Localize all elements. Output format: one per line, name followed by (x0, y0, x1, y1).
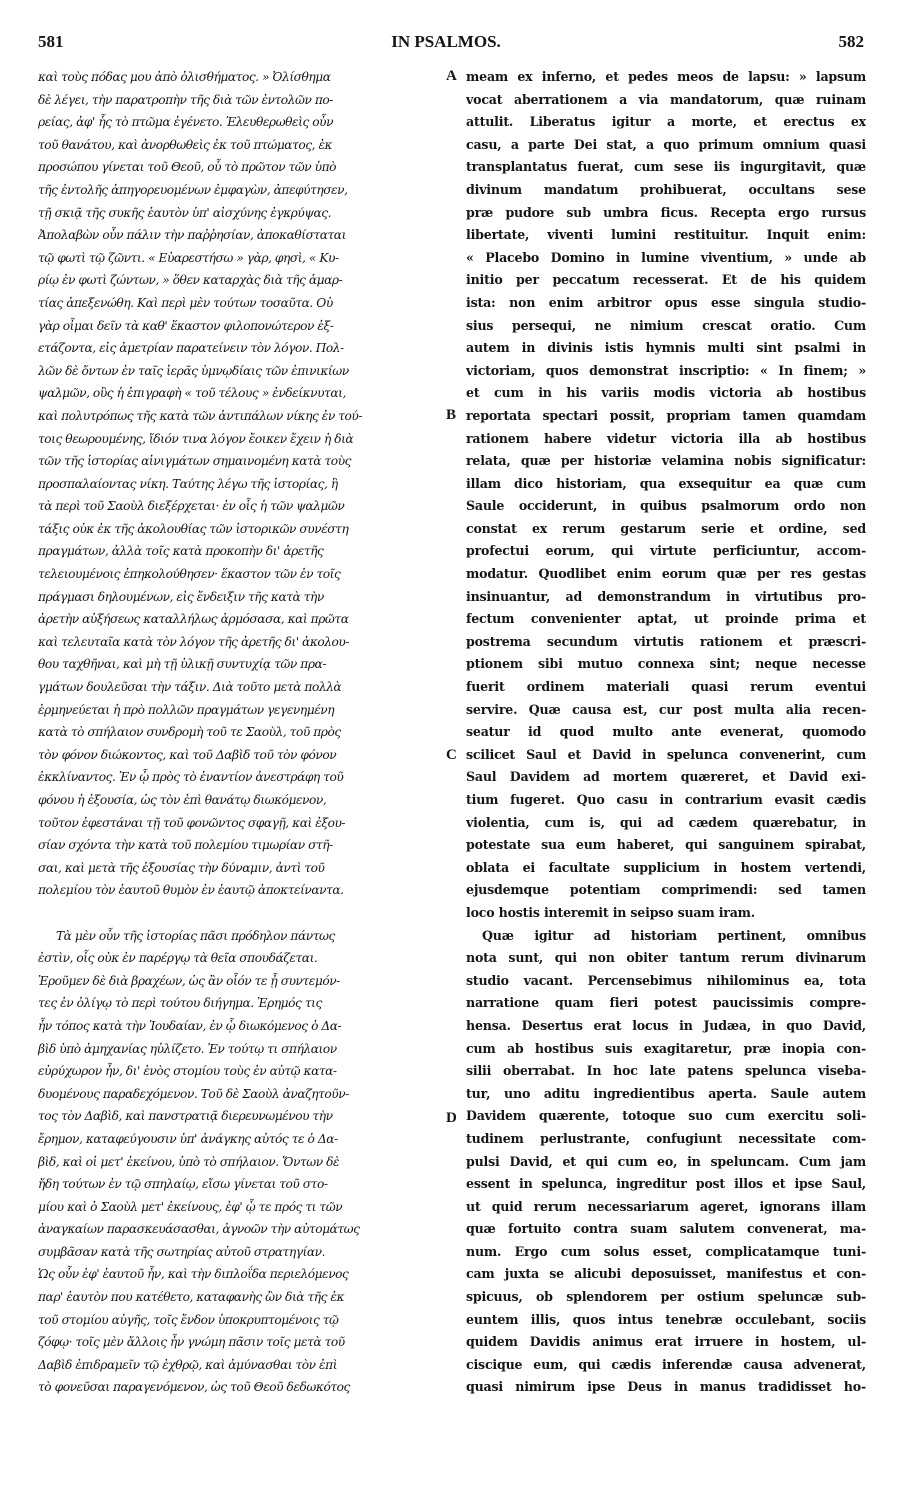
latin-line: libertate, viventi lumini restituitur. Inquit enim: (466, 227, 866, 243)
greek-line: τῶν τῆς ἱστορίας αἰνιγμάτων σημαινομένη κατὰ τοὺς (38, 454, 352, 469)
greek-line: προσώπου γίνεται τοῦ Θεοῦ, οὗ τὸ πρῶτον τῶν ὑπὸ (38, 160, 337, 175)
latin-line: præ pudore sub umbra ficus. Recepta ergo rursus (466, 204, 866, 220)
latin-line: servire. Quæ causa est, cur post multa alia recen- (466, 701, 866, 717)
latin-line: Quæ igitur ad historiam pertinent, omnibus (482, 927, 866, 943)
greek-line: γὰρ οἶμαι δεῖν τὰ καθ' ἕκαστον φιλοπονώτερον ἐξ- (38, 318, 334, 333)
latin-line: violentia, cum is, qui ad cædem quærebatur, in (466, 814, 866, 830)
greek-line: καὶ τοὺς πόδας μου ἀπὸ ὀλισθήματος. » Ὀλίσθημα (38, 70, 331, 84)
latin-line: essent in spelunca, ingreditur post illos et ipse Saul, (466, 1176, 866, 1192)
latin-line: studio vacant. Percensebimus nihilominus ea, tota (466, 972, 866, 988)
latin-line: victoriam, quos demonstrat inscriptio: « In finem; » (466, 362, 866, 378)
latin-line: constat ex rerum gestarum serie et ordine, sed (466, 520, 866, 536)
latin-line: quæ fortuito contra suam salutem convenerat, ma- (466, 1221, 866, 1237)
greek-line: τοῦ θανάτου, καὶ ἀνορθωθεὶς ἐκ τοῦ πτώματος, ἐκ (38, 137, 333, 152)
page-number-left: 581 (38, 32, 64, 51)
section-marker-d: D (446, 1110, 457, 1126)
greek-line: παρ' ἑαυτὸν που κατέθετο, καταφανὴς ὢν διὰ τῆς ἐκ (38, 1290, 345, 1305)
latin-line: nota sunt, qui non obiter tantum rerum divinarum (466, 950, 866, 966)
greek-line: σαι, καὶ μετὰ τῆς ἐξουσίας τὴν δύναμιν, ἀντὶ τοῦ (38, 860, 325, 875)
greek-text-column (38, 66, 436, 1399)
latin-line: cum ab hostibus suis exagitaretur, præ inopia con- (466, 1040, 866, 1056)
greek-line: ετάζοντα, εἰς ἀμετρίαν παρατείνειν τὸν λόγον. Πολ- (38, 341, 344, 356)
greek-line: ἐστὶν, οἷς οὐκ ἐν παρέργῳ τὰ θεῖα σπουδάζεται. (38, 951, 318, 966)
greek-line: λῶν δὲ ὄντων ἐν ταῖς ἱερᾶς ὑμνῳδίαις τῶν ἐπινικίων (38, 363, 349, 378)
latin-line: tudinem perlustrante, confugiunt necessitate com- (466, 1130, 866, 1146)
latin-line: cam juxta se alicubi deposuisset, manifestus et con- (466, 1266, 866, 1282)
latin-line: divinum mandatum prohibuerat, occultans sese (466, 181, 866, 197)
greek-line: μίου καὶ ὁ Σαοὺλ μετ' ἐκείνους, ἐφ' ᾧ τε πρός τι τῶν (38, 1199, 343, 1214)
latin-line: Saule occiderunt, in quibus psalmorum ordo non (466, 498, 866, 514)
latin-line: oblata ei facultate supplicium in hostem vertendi, (466, 859, 866, 875)
greek-line: καὶ πολυτρόπως τῆς κατὰ τῶν ἀντιπάλων νίκης ἐν τού- (38, 408, 363, 423)
latin-line: ciscique eum, qui cædis inferendæ causa advenerat, (466, 1356, 866, 1372)
latin-line: initio per peccatum recesserat. Et de his quidem (466, 272, 866, 288)
latin-line: reportata spectari possit, propriam tamen quamdam (466, 407, 866, 423)
latin-line: transplantatus fuerat, cum sese iis ingurgitavit, quæ (466, 159, 866, 175)
greek-line: πραγμάτων, ἀλλὰ τοῖς κατὰ προκοπὴν δι' ἀρετῆς (38, 544, 324, 559)
greek-line: τοῦ στομίου αὐγῆς, τοῖς ἔνδον ὑποκρυπτομένοις τῷ (38, 1312, 339, 1327)
greek-line: Τὰ μὲν οὖν τῆς ἱστορίας πᾶσι πρόδηλον πάντως (56, 928, 335, 943)
greek-line: εὐρύχωρον ἦν, δι' ἑνὸς στομίου τοὺς ἐν αὐτῷ κατα- (38, 1064, 337, 1079)
greek-line: γμάτων δουλεῦσαι τὴν τάξιν. Διὰ τοῦτο μετὰ πολλὰ (38, 680, 342, 695)
latin-line: et cum in his variis modis victoria ab hostibus (466, 385, 866, 401)
greek-line: ρίῳ ἐν φωτὶ ζώντων, » ὅθεν καταρχὰς διὰ τῆς ἁμαρ- (38, 273, 343, 288)
page-number-right: 582 (838, 32, 864, 51)
latin-line: rationem habere videtur victoria illa ab hostibus (466, 430, 866, 446)
greek-line: δὲ λέγει, τὴν παρατροπὴν τῆς διὰ τῶν ἐντολῶν πο- (38, 92, 333, 107)
latin-line: autem in divinis istis hymnis multi sint psalmi in (466, 340, 866, 356)
greek-line: κατὰ τὸ σπήλαιον συνδρομὴ τοῦ τε Σαοὺλ, τοῦ πρὸς (38, 725, 341, 740)
greek-line: προσπαλαίοντας νίκη. Ταύτης λέγω τῆς ἱστορίας, ἣ (38, 476, 338, 491)
greek-line: βὶδ, καὶ οἱ μετ' ἐκείνου, ὑπὸ τὸ σπήλαιον. Ὄντων δὲ (38, 1154, 340, 1169)
section-marker-b: B (446, 407, 457, 423)
latin-line: seatur id quod multo ante evenerat, quomodo (466, 724, 866, 740)
latin-line: casu, a parte Dei stat, a quo primum omnium quasi (466, 136, 866, 152)
greek-line: τὸ φονεῦσαι παραγενόμενον, ὡς τοῦ Θεοῦ δεδωκότος (38, 1380, 350, 1395)
latin-line: sius persequi, ne nimium crescat oratio. Cum (466, 317, 866, 333)
latin-line: modatur. Quodlibet enim eorum quæ per res gestas (466, 566, 866, 582)
greek-line: ἀναγκαίων παρασκευάσασθαι, ἀγνοῶν τὴν αὐτομάτως (38, 1222, 360, 1237)
latin-line: attulit. Liberatus igitur a morte, et erectus ex (466, 114, 866, 130)
latin-line: profectui eorum, qui virtute perficiuntur, accom- (466, 543, 866, 559)
latin-line: spicuus, ob splendorem per ostium speluncæ sub- (466, 1289, 866, 1305)
greek-line: φόνου ἡ ἐξουσία, ὡς τὸν ἐπὶ θανάτῳ διωκόμενον, (38, 793, 327, 807)
greek-line: ἀρετὴν αὐξήσεως καταλλήλως ἁρμόσασα, καὶ πρῶτα (38, 612, 349, 627)
greek-line: συμβᾶσαν κατὰ τῆς σωτηρίας αὐτοῦ στρατηγίαν. (38, 1244, 326, 1259)
section-marker-c: C (446, 747, 457, 763)
paragraph-gap (38, 902, 436, 925)
latin-line: meam ex inferno, et pedes meos de lapsu: » lapsum (466, 69, 866, 84)
latin-line: postrema secundum virtutis rationem et præscri- (466, 633, 866, 649)
greek-line: τῷ φωτὶ τῷ ζῶντι. « Εὐαρεστήσω » γὰρ, φησὶ, « Κυ- (38, 250, 339, 265)
greek-line: ἦν τόπος κατὰ τὴν Ἰουδαίαν, ἐν ᾧ διωκόμενος ὁ Δα- (38, 1018, 342, 1033)
latin-line: euntem illis, quos intus tenebræ occulebant, sociis (466, 1311, 866, 1327)
latin-line: quidem Davidis animus erat irruere in hostem, ul- (466, 1334, 866, 1350)
greek-line: τες ἐν ὀλίγῳ τὸ περὶ τούτου διήγημα. Ἐρημός τις (38, 996, 322, 1011)
latin-line: ejusdemque potentiam comprimendi: sed tamen (466, 882, 866, 898)
greek-line: ρείας, ἀφ' ἧς τὸ πτῶμα ἐγένετο. Ἐλευθερωθεὶς οὖν (38, 115, 334, 130)
latin-line: loco hostis interemit in seipso suam iram. (466, 904, 755, 920)
running-title: IN PSALMOS. (391, 32, 501, 51)
greek-line: τίας ἀπεξενώθη. Καὶ περὶ μὲν τούτων τοσαῦτα. Οὐ (38, 295, 333, 310)
greek-line: Ἐροῦμεν δὲ διὰ βραχέων, ὡς ἂν οἷόν τε ᾖ συντεμόν- (38, 973, 340, 988)
latin-line: quasi nimirum ipse Deus in manus tradidisset ho- (466, 1379, 866, 1395)
latin-line: fuerit ordinem materiali quasi rerum eventui (466, 679, 866, 695)
greek-line: ἤδη τούτων ἐν τῷ σπηλαίῳ, εἴσω γίνεται τοῦ στο- (38, 1177, 328, 1192)
latin-line: ut quid rerum necessariarum ageret, ignorans illam (466, 1198, 866, 1214)
greek-line: τὸν φόνον διώκοντος, καὶ τοῦ Δαβὶδ τοῦ τὸν φόνον (38, 747, 337, 762)
latin-line: num. Ergo cum solus esset, complicatamque tuni- (466, 1243, 866, 1259)
greek-line: Δαβὶδ ἐπιδραμεῖν τῷ ἐχθρῷ, καὶ ἀμύνασθαι τὸν ἐπὶ (38, 1357, 338, 1372)
greek-line: καὶ τελευταῖα κατὰ τὸν λόγον τῆς ἀρετῆς δι' ἀκολου- (38, 634, 350, 649)
greek-line: τῆς ἐντολῆς ἀπηγορευομένων ἐμφαγὼν, ἀπεφύτησεν, (38, 182, 348, 197)
latin-line: narratione quam fieri potest paucissimis compre- (466, 995, 866, 1011)
greek-line: Ὡς οὖν ἐφ' ἑαυτοῦ ἦν, καὶ τὴν διπλοΐδα περιελόμενος (38, 1267, 349, 1282)
latin-line: pulsi David, et qui cum eo, in speluncam. Cum jam (466, 1153, 866, 1169)
greek-line: τῇ σκιᾷ τῆς συκῆς ἑαυτὸν ὑπ' αἰσχύνης ἐγκρύψας. (38, 205, 332, 220)
greek-line: τος τὸν Δαβὶδ, καὶ πανστρατιᾷ διερευνωμένου τὴν (38, 1109, 333, 1124)
greek-line: ἔρημον, καταφεύγουσιν ὑπ' ἀνάγκης αὐτός τε ὁ Δα- (38, 1131, 338, 1146)
greek-line: τοις θεωρουμένης, ἴδιόν τινα λόγον ἔοικεν ἔχειν ἡ διὰ (38, 431, 354, 446)
latin-line: « Placebo Domino in lumine viventium, » unde ab (466, 249, 866, 265)
latin-text-column (466, 66, 866, 1399)
greek-line: τοῦτον ἐφεστάναι τῇ τοῦ φονῶντος σφαγῇ, καὶ ἐξου- (38, 815, 346, 830)
section-marker-a: A (446, 68, 457, 84)
latin-line: tium fugeret. Quo casu in contrarium evasit cædis (466, 792, 866, 807)
greek-line: ἐκκλίναντος. Ἐν ᾧ πρὸς τὸ ἐναντίον ἀνεστράφη τοῦ (38, 770, 344, 785)
latin-line: vocat aberrationem a via mandatorum, quæ ruinam (466, 91, 866, 107)
latin-line: silii oberrabat. In hoc late patens spelunca viseba- (466, 1063, 866, 1079)
latin-line: hensa. Desertus erat locus in Judæa, in quo David, (466, 1017, 866, 1033)
latin-line: ptionem sibi mutuo connexa sint; neque necesse (466, 656, 866, 672)
latin-line: illam dico historiam, qua exsequitur ea quæ cum (466, 475, 866, 491)
greek-line: ζόφῳ· τοῖς μὲν ἄλλοις ἦν γνώμη πᾶσιν τοῖς μετὰ τοῦ (38, 1335, 345, 1350)
page-header (28, 32, 864, 58)
greek-line: ἑρμηνεύεται ἡ πρὸ πολλῶν πραγμάτων γεγενημένη (38, 702, 335, 717)
greek-line: βὶδ ὑπὸ ἀμηχανίας ηὐλίζετο. Ἐν τούτῳ τι σπήλαιον (38, 1041, 337, 1056)
greek-line: τάξις οὐκ ἐκ τῆς ἀκολουθίας τῶν ἱστορικῶν συνέστη (38, 521, 349, 536)
latin-line: ista: non enim arbitror opus esse singula studio- (466, 294, 866, 310)
latin-line: Saul Davidem ad mortem quæreret, et David exi- (466, 769, 866, 785)
greek-line: ψαλμῶν, οὓς ἡ ἐπιγραφὴ « τοῦ τέλους » ἐνδείκνυται, (38, 386, 346, 401)
latin-line: scilicet Saul et David in spelunca convenerint, cum (466, 746, 866, 762)
greek-line: πράγμασι δηλουμένων, εἰς ἔνδειξιν τῆς κατὰ τὴν (38, 589, 324, 604)
greek-line: Ἀπολαβὼν οὖν πάλιν τὴν παῤῥησίαν, ἀποκαθίσταται (38, 228, 346, 243)
latin-line: potestate sua eum haberet, qui sanguinem spirabat, (466, 837, 866, 853)
greek-line: δυομένους παραδεχόμενον. Τοῦ δὲ Σαοὺλ ἀναζητοῦν- (38, 1086, 349, 1101)
latin-line: fectum convenienter aptat, ut proinde prima et (466, 611, 866, 627)
latin-line: relata, quæ per historiæ velamina nobis significatur: (466, 453, 866, 469)
latin-line: insinuantur, ad demonstrandum in virtutibus pro- (466, 588, 866, 604)
latin-line: tur, uno aditu ingredientibus aperta. Saule autem (466, 1085, 866, 1101)
greek-line: τὰ περὶ τοῦ Σαοὺλ διεξέρχεται· ἐν οἷς ἡ τῶν ψαλμῶν (38, 499, 345, 514)
greek-line: σίαν σχόντα τὴν κατὰ τοῦ πολεμίου τιμωρίαν στῆ- (38, 838, 333, 853)
greek-line: πολεμίου τὸν ἑαυτοῦ θυμὸν ἐν ἑαυτῷ ἀποκτείναντα. (38, 883, 344, 898)
greek-line: θου ταχθῆναι, καὶ μὴ τῇ ὑλικῇ συντυχίᾳ τῶν πρα- (38, 657, 326, 672)
greek-line: τελειουμένοις ἐπηκολούθησεν· ἕκαστον τῶν ἐν τοῖς (38, 567, 341, 582)
latin-line: Davidem quærente, totoque suo cum exercitu soli- (466, 1108, 866, 1124)
